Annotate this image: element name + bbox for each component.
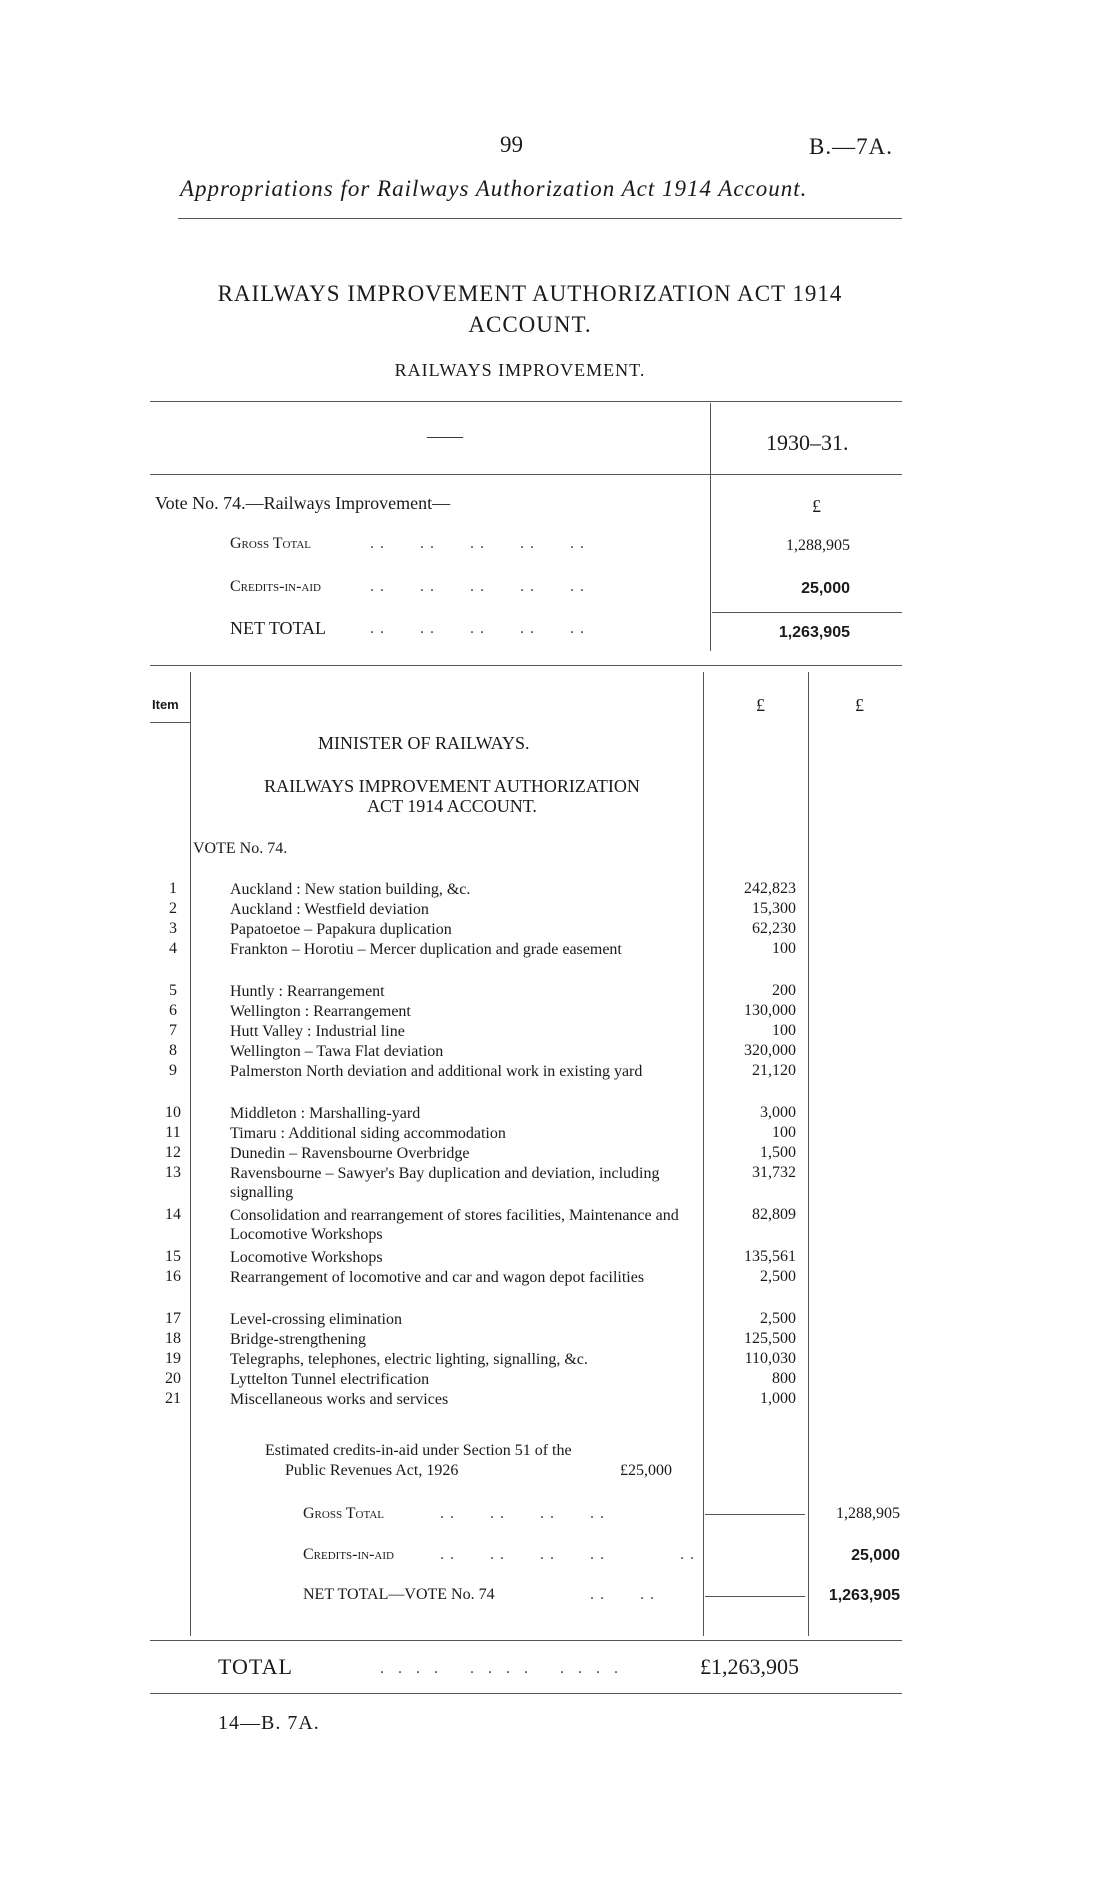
item-amount: 3,000 <box>760 1104 796 1121</box>
page-number: 99 <box>500 132 523 157</box>
summary-bottom-rule <box>150 665 902 666</box>
item-header: Item <box>152 697 179 712</box>
credits-note-amount: £25,000 <box>620 1462 672 1479</box>
item-number: 10 <box>165 1104 181 1121</box>
item-number: 3 <box>169 920 177 937</box>
item-amount: 110,030 <box>744 1350 796 1367</box>
item-number: 6 <box>169 1002 177 1019</box>
total-column-divider <box>808 672 809 1636</box>
item-number: 18 <box>165 1330 181 1347</box>
amount-currency: £ <box>756 695 765 715</box>
item-amount: 31,732 <box>752 1164 796 1181</box>
summary-gross-label: Gross Total <box>230 535 312 552</box>
item-amount: 62,230 <box>752 920 796 937</box>
grand-total-value: £1,263,905 <box>700 1654 799 1679</box>
item-description: Locomotive Workshops <box>230 1249 383 1266</box>
item-description: Timaru : Additional siding accommodation <box>230 1125 506 1142</box>
item-description: Lyttelton Tunnel electrification <box>230 1371 430 1388</box>
item-amount: 100 <box>772 1022 796 1039</box>
summary-net-leader: .. .. .. .. .. <box>370 620 590 637</box>
item-description: Ravensbourne – Sawyer's Bay duplication and deviation, including signalling <box>230 1165 660 1201</box>
item-number: 20 <box>165 1370 181 1387</box>
item-number: 9 <box>169 1062 177 1079</box>
item-number: 8 <box>169 1042 177 1059</box>
item-amount: 135,561 <box>744 1248 796 1265</box>
item-number: 21 <box>165 1390 181 1407</box>
detail-net-rule <box>705 1596 805 1597</box>
item-description: Middleton : Marshalling-yard <box>230 1105 421 1122</box>
summary-gross-value: 1,288,905 <box>786 537 850 554</box>
header-rule <box>178 218 902 219</box>
item-amount: 100 <box>772 1124 796 1141</box>
item-description: Hutt Valley : Industrial line <box>230 1023 405 1040</box>
item-description: Frankton – Horotiu – Mercer duplication and grade easement <box>230 941 622 958</box>
amount-column-divider <box>703 672 704 1636</box>
summary-year-header: 1930–31. <box>766 430 849 455</box>
detail-net-label: NET TOTAL—VOTE No. 74 <box>303 1586 495 1603</box>
item-amount: 21,120 <box>752 1062 796 1079</box>
account-title-line1: RAILWAYS IMPROVEMENT AUTHORIZATION ACT 1914 <box>217 281 843 306</box>
item-amount: 125,500 <box>744 1330 796 1347</box>
item-description: Dunedin – Ravensbourne Overbridge <box>230 1145 470 1162</box>
item-number: 19 <box>165 1350 181 1367</box>
section-heading: RAILWAYS IMPROVEMENT. <box>394 360 646 380</box>
item-description: Papatoetoe – Papakura duplication <box>230 921 452 938</box>
item-amount: 130,000 <box>744 1002 796 1019</box>
item-description: Auckland : New station building, &c. <box>230 881 471 898</box>
document-reference: B.—7A. <box>809 134 893 159</box>
item-description: Auckland : Westfield deviation <box>230 901 429 918</box>
summary-column-divider <box>710 403 711 651</box>
item-amount: 200 <box>772 982 796 999</box>
credits-note-line1: Estimated credits-in-aid under Section 51 of the <box>265 1442 572 1459</box>
item-description: Level-crossing elimination <box>230 1311 402 1328</box>
item-number: 4 <box>169 940 177 957</box>
minister-heading: MINISTER OF RAILWAYS. <box>318 733 530 753</box>
item-description: Consolidation and rearrangement of stores facilities, Maintenance and Locomotive Workshops <box>230 1207 679 1243</box>
account-heading <box>222 776 682 816</box>
item-description: Palmerston North deviation and additional work in existing yard <box>230 1063 643 1080</box>
detail-gross-leader: .. .. .. .. <box>440 1505 610 1522</box>
summary-top-rule <box>150 401 902 402</box>
detail-credits-leader: .. .. .. .. .. <box>440 1546 700 1563</box>
item-number: 16 <box>165 1268 181 1285</box>
detail-gross-label: Gross Total <box>303 1505 385 1522</box>
summary-currency: £ <box>812 496 821 516</box>
item-description: Miscellaneous works and services <box>230 1391 449 1408</box>
summary-gross-leader: .. .. .. .. .. <box>370 535 590 552</box>
item-amount: 800 <box>772 1370 796 1387</box>
item-number: 17 <box>165 1310 181 1327</box>
footer-signature: 14—B. 7A. <box>218 1712 320 1734</box>
summary-credits-label: Credits-in-aid <box>230 578 321 595</box>
account-title-line2: ACCOUNT. <box>468 312 592 337</box>
detail-net-leader: .. .. <box>590 1586 660 1603</box>
detail-net-value: 1,263,905 <box>828 1587 900 1604</box>
item-number: 7 <box>169 1022 177 1039</box>
detail-credits-label: Credits-in-aid <box>303 1546 394 1563</box>
item-description: Wellington : Rearrangement <box>230 1003 411 1020</box>
grand-total-leader: .... .... .... <box>380 1660 632 1677</box>
item-number: 11 <box>165 1124 181 1141</box>
grand-total-rule <box>150 1693 902 1694</box>
summary-vote-label: Vote No. 74.—Railways Improvement— <box>155 493 451 513</box>
item-number: 15 <box>165 1248 181 1265</box>
item-number: 14 <box>165 1206 181 1223</box>
summary-credits-leader: .. .. .. .. .. <box>370 578 590 595</box>
credits-note-line2: Public Revenues Act, 1926 <box>285 1462 459 1479</box>
summary-header-rule <box>150 474 902 475</box>
item-header-rule <box>150 722 190 723</box>
vote-heading: VOTE No. 74. <box>193 840 288 857</box>
item-number: 12 <box>165 1144 181 1161</box>
summary-net-value: 1,263,905 <box>778 624 850 641</box>
detail-bottom-rule <box>150 1640 902 1641</box>
detail-gross-rule <box>705 1514 805 1515</box>
item-number: 5 <box>169 982 177 999</box>
item-column-divider <box>190 672 191 1636</box>
item-amount: 82,809 <box>752 1206 796 1223</box>
item-number: 2 <box>169 900 177 917</box>
item-amount: 1,500 <box>760 1144 796 1161</box>
item-amount: 100 <box>772 940 796 957</box>
grand-total-label: TOTAL <box>218 1654 293 1679</box>
item-number: 1 <box>169 880 177 897</box>
account-heading-line2: ACT 1914 ACCOUNT. <box>367 796 537 816</box>
item-description: Rearrangement of locomotive and car and wagon depot facilities <box>230 1269 645 1286</box>
item-description: Huntly : Rearrangement <box>230 983 385 1000</box>
detail-credits-value: 25,000 <box>851 1547 900 1564</box>
account-heading-line1: RAILWAYS IMPROVEMENT AUTHORIZATION <box>264 776 640 796</box>
item-number: 13 <box>165 1164 181 1181</box>
item-description: Wellington – Tawa Flat deviation <box>230 1043 444 1060</box>
account-title <box>180 278 880 340</box>
item-amount: 15,300 <box>752 900 796 917</box>
summary-credits-value: 25,000 <box>801 580 850 597</box>
item-amount: 2,500 <box>760 1310 796 1327</box>
detail-gross-value: 1,288,905 <box>836 1505 900 1522</box>
item-description: Telegraphs, telephones, electric lighting, signalling, &c. <box>230 1351 588 1368</box>
item-amount: 2,500 <box>760 1268 796 1285</box>
summary-sum-rule <box>712 612 902 613</box>
item-amount: 1,000 <box>760 1390 796 1407</box>
total-currency: £ <box>855 695 864 715</box>
page-subtitle: Appropriations for Railways Authorization Act 1914 Account. <box>180 176 808 201</box>
item-description: Bridge-strengthening <box>230 1331 366 1348</box>
item-amount: 242,823 <box>744 880 796 897</box>
summary-blank-header: —— <box>427 426 463 446</box>
summary-net-label: NET TOTAL <box>230 618 327 638</box>
item-amount: 320,000 <box>744 1042 796 1059</box>
